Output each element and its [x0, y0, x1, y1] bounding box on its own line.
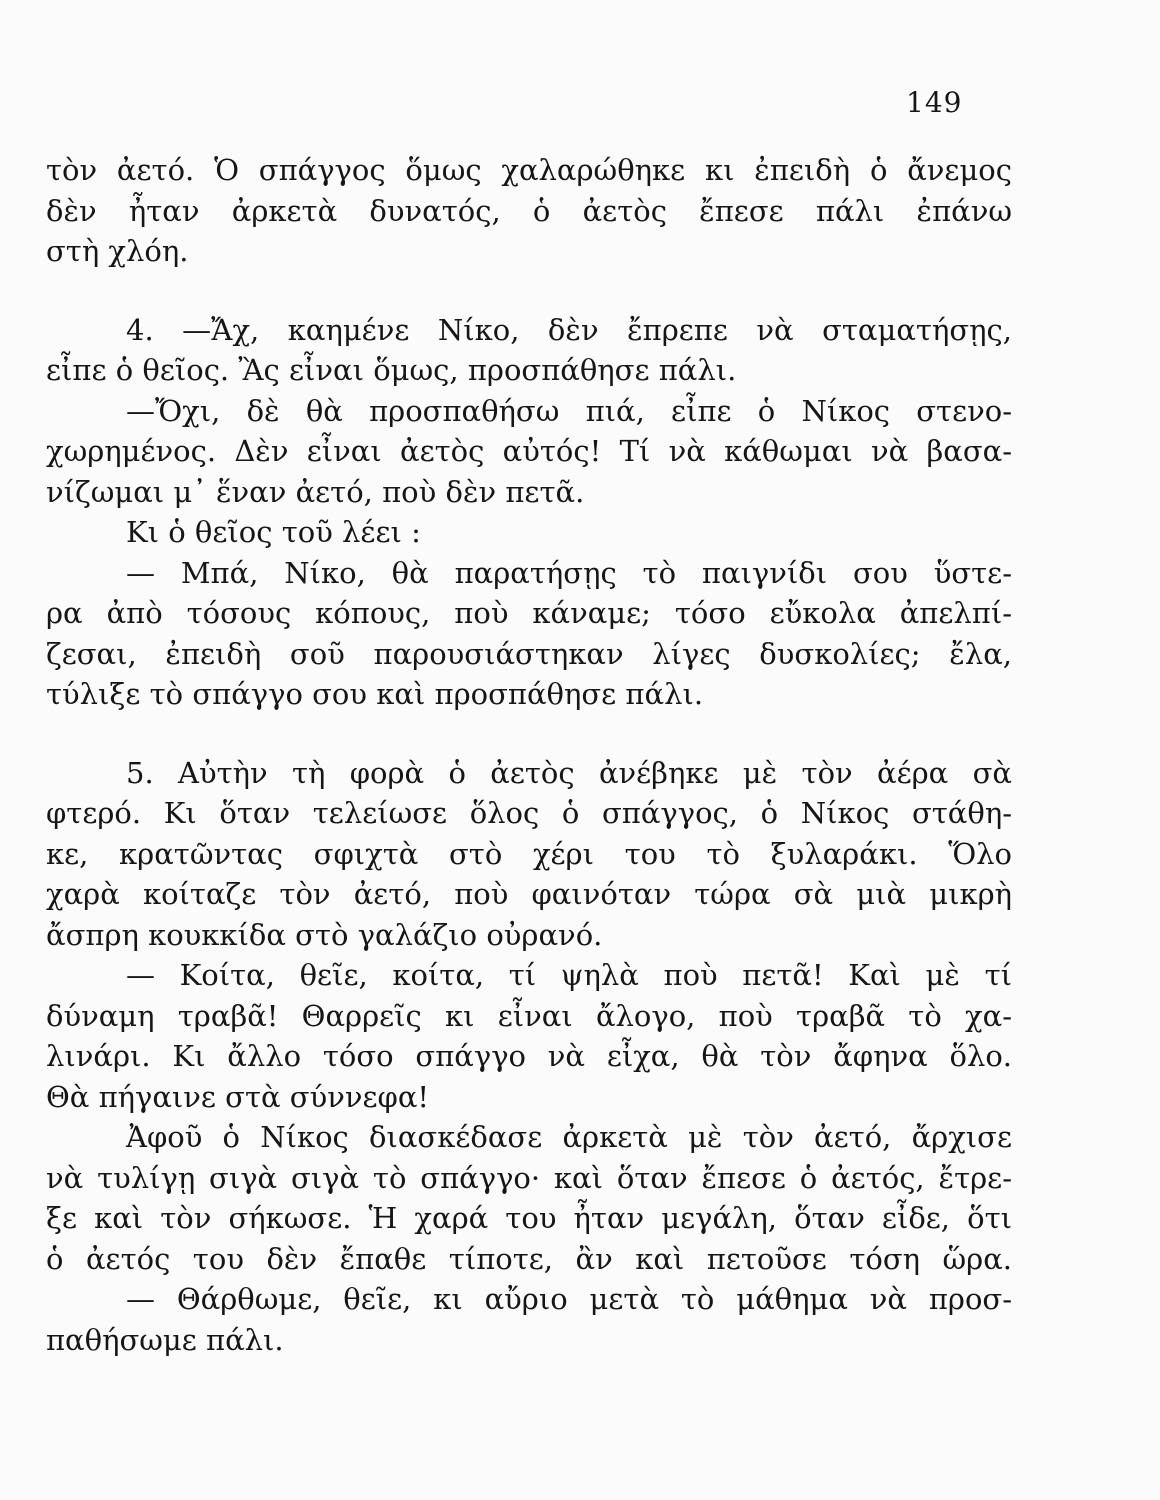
text-line: ξε καὶ τὸν σήκωσε. Ἡ χαρά του ἦταν μεγάλη, ὅταν εἶδε, ὅτι [46, 1201, 1012, 1235]
text-line: Ἀφοῦ ὁ Νίκος διασκέδασε ἀρκετὰ μὲ τὸν ἀετό, ἄρχισε [126, 1120, 1012, 1154]
text-line: δύναμη τραβᾶ! Θαρρεῖς κι εἶναι ἄλογο, ποὺ τραβᾶ τὸ χα- [46, 998, 1012, 1033]
text-line: κε, κρατῶντας σφιχτὰ στὸ χέρι του τὸ ξυλαράκι. Ὅλο [46, 836, 1012, 871]
section-gap [46, 715, 1012, 753]
text-line: Θὰ πήγαινε στὰ σύννεφα! [46, 1079, 430, 1114]
text-line: ὁ ἀετός του δὲν ἔπαθε τίποτε, ἂν καὶ πετοῦσε τόση ὥρα. [46, 1241, 1012, 1276]
text-line: τύλιξε τὸ σπάγγο σου καὶ προσπάθησε πάλι. [46, 677, 704, 711]
section-5-start: 5. Αὐτὴν τὴ φορὰ ὁ ἀετὸς ἀνέβηκε μὲ τὸν ἀέρα σὰ [126, 755, 1012, 790]
text-line: στὴ χλόη. [46, 234, 189, 268]
text-line: — Κοίτα, θεῖε, κοίτα, τί ψηλὰ ποὺ πετᾶ! Καὶ μὲ τί [126, 958, 1012, 992]
text-line: χαρὰ κοίταζε τὸν ἀετό, ποὺ φαινόταν τώρα σὰ μιὰ μικρὴ [46, 877, 1012, 911]
text-line: φτερό. Κι ὅταν τελείωσε ὅλος ὁ σπάγγος, ὁ Νίκος στάθη- [46, 796, 1012, 830]
text-line: λινάρι. Κι ἄλλο τόσο σπάγγο νὰ εἶχα, θὰ τὸν ἄφηνα ὅλο. [46, 1039, 1012, 1073]
text-line: νὰ τυλίγῃ σιγὰ σιγὰ τὸ σπάγγο· καὶ ὅταν ἔπεσε ὁ ἀετός, ἔτρε- [46, 1160, 1012, 1195]
text-line: παθήσωμε πάλι. [46, 1322, 284, 1357]
page-number: 149 [906, 86, 963, 119]
text-line: τὸν ἀετό. Ὁ σπάγγος ὅμως χαλαρώθηκε κι ἐπειδὴ ὁ ἄνεμος [46, 153, 1012, 187]
text-line: ρα ἀπὸ τόσους κόπους, ποὺ κάναμε; τόσο εὔκολα ἀπελπί- [46, 596, 1012, 630]
text-line: —Ὄχι, δὲ θὰ προσπαθήσω πιά, εἶπε ὁ Νίκος στενο- [126, 393, 1012, 428]
text-line: — Θάρθωμε, θεῖε, κι αὔριο μετὰ τὸ μάθημα νὰ προσ- [126, 1282, 1012, 1316]
text-line: ζεσαι, ἐπειδὴ σοῦ παρουσιάστηκαν λίγες δυσκολίες; ἔλα, [46, 636, 1012, 671]
text-line: δὲν ἦταν ἀρκετὰ δυνατός, ὁ ἀετὸς ἔπεσε πάλι ἐπάνω [46, 193, 1012, 228]
section-gap [46, 272, 1012, 310]
text-line: Κι ὁ θεῖος τοῦ λέει : [126, 515, 421, 549]
text-line: εἶπε ὁ θεῖος. Ἂς εἶναι ὅμως, προσπάθησε πάλι. [46, 353, 737, 387]
text-line: ἄσπρη κουκκίδα στὸ γαλάζιο οὐρανό. [46, 917, 603, 952]
page-text [46, 150, 1012, 1360]
text-line: — Μπά, Νίκο, θὰ παρατήσῃς τὸ παιγνίδι σου ὕστε- [126, 555, 1012, 590]
section-4-start: 4. —Ἄχ, καημένε Νίκο, δὲν ἔπρεπε νὰ σταματήσῃς, [126, 312, 1012, 347]
text-line: χωρημένος. Δὲν εἶναι ἀετὸς αὐτός! Τί νὰ κάθωμαι νὰ βασα- [46, 434, 1012, 468]
text-line: νίζωμαι μ᾽ ἕναν ἀετό, ποὺ δὲν πετᾶ. [46, 474, 585, 509]
